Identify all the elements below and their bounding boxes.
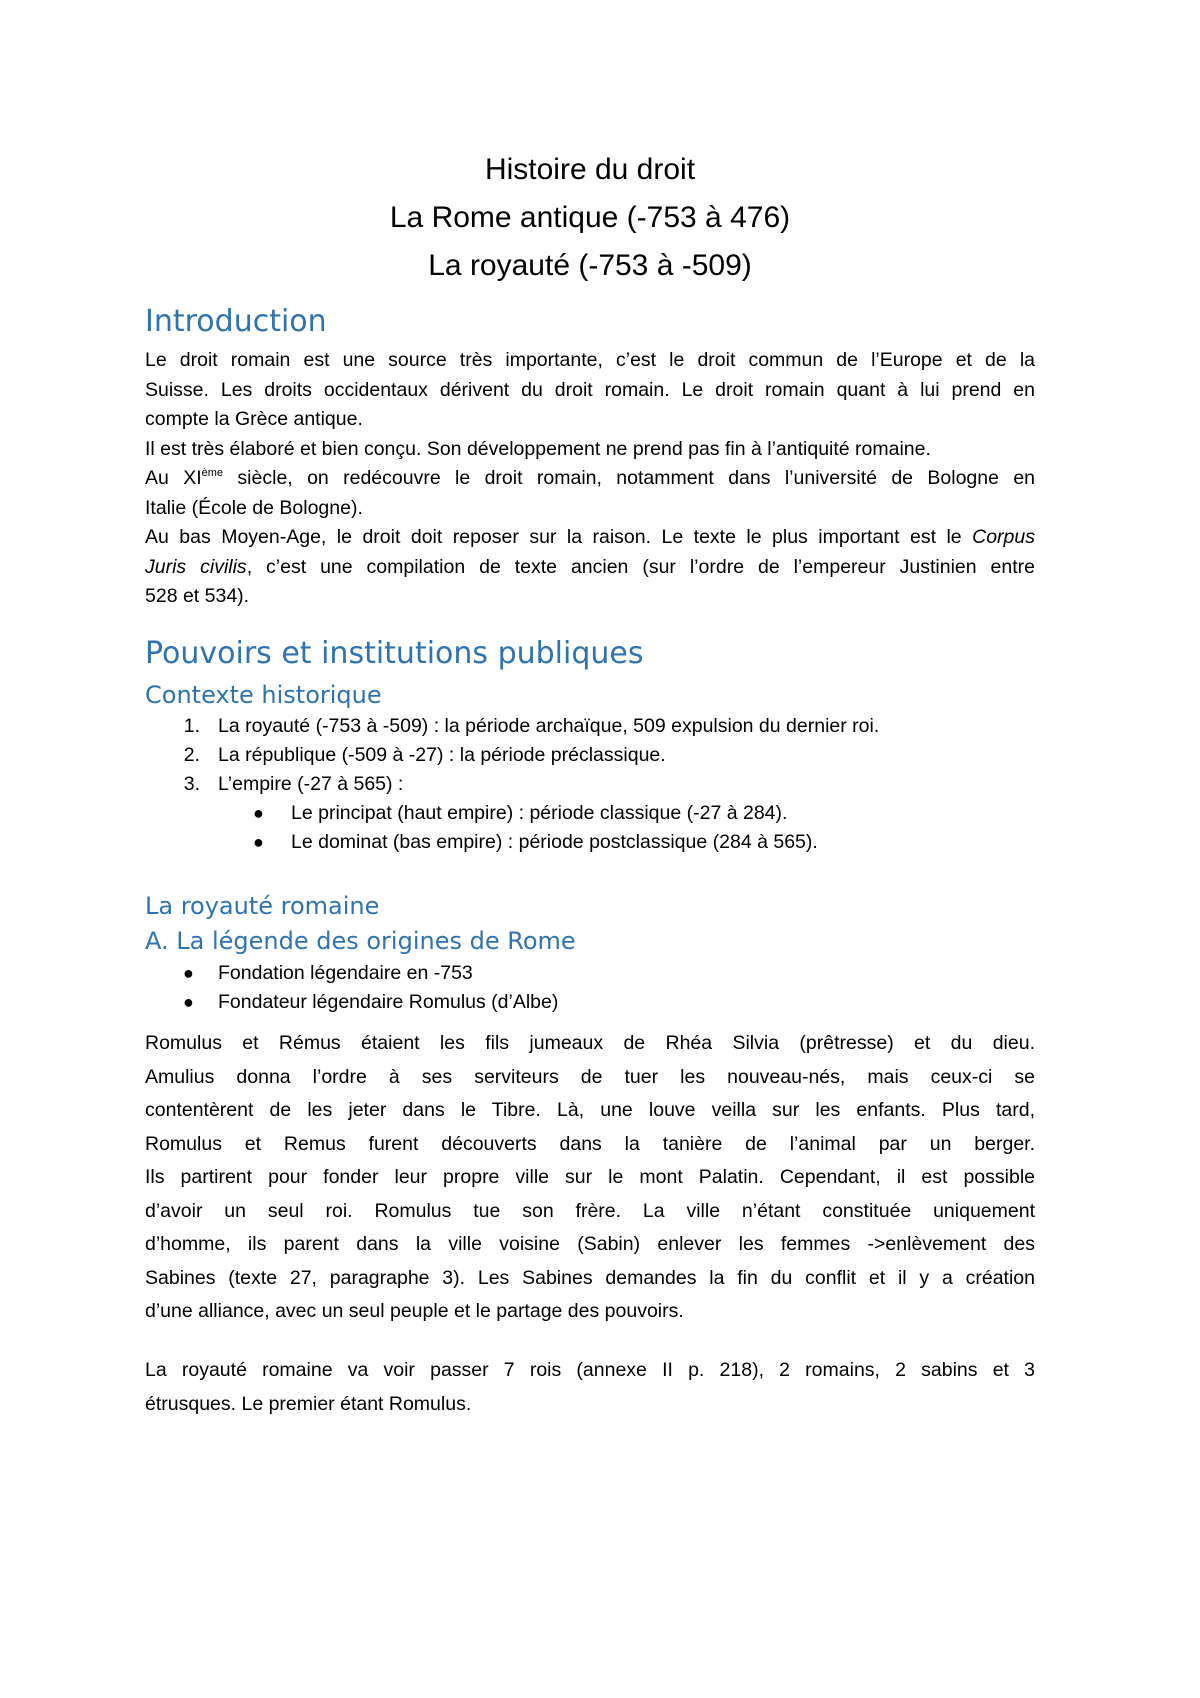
list-item-text: La royauté (-753 à -509) : la période archaïque, 509 expulsion du dernier roi. [218, 715, 880, 737]
list-item-text: Fondateur légendaire Romulus (d’Albe) [218, 991, 559, 1013]
document-subtitle: La Rome antique (-753 à 476) [389, 201, 791, 234]
document-title: Histoire du droit [484, 153, 696, 186]
story-line: contentèrent de les jeter dans le Tibre. Là, une louve veilla sur les enfants. Plus tard, [145, 1099, 1035, 1121]
intro-text-fragment: , c’est une compilation de texte ancien (sur l’ordre de l’empereur Justinien entre [246, 555, 1035, 578]
intro-line: Il est très élaboré et bien conçu. Son développement ne prend pas fin à l’antiquité romaine. [145, 437, 931, 460]
story-line: Ils partirent pour fonder leur propre ville sur le mont Palatin. Cependant, il est possible [145, 1166, 1035, 1188]
story-line: d’une alliance, avec un seul peuple et le partage des pouvoirs. [145, 1300, 684, 1322]
intro-line: Italie (École de Bologne). [145, 496, 363, 519]
story-line: d’homme, ils parent dans la ville voisine (Sabin) enlever les femmes ->enlèvement des [145, 1233, 1035, 1255]
story-line: d’avoir un seul roi. Romulus tue son frère. La ville n’étant constituée uniquement [145, 1199, 1035, 1222]
bullet-icon: ● [253, 832, 264, 852]
list-number: 3. [183, 773, 200, 795]
story-line: Romulus et Remus furent découverts dans la tanière de l’animal par un berger. [145, 1132, 1035, 1155]
bullet-icon: ● [183, 963, 194, 983]
intro-line [145, 553, 1035, 583]
story-line: Sabines (texte 27, paragraphe 3). Les Sabines demandes la fin du conflit et il y a création [145, 1266, 1035, 1289]
bullet-icon: ● [183, 992, 194, 1012]
heading-legende-origines: A. La légende des origines de Rome [145, 927, 576, 955]
kings-line: La royauté romaine va voir passer 7 rois (annexe II p. 218), 2 romains, 2 sabins et 3 [145, 1359, 1035, 1381]
list-item-text: L’empire (-27 à 565) : [218, 773, 404, 795]
list-item-text: Le principat (haut empire) : période classique (-27 à 284). [291, 802, 788, 824]
heading-contexte-historique: Contexte historique [145, 681, 382, 709]
corpus-italic: Corpus [972, 526, 1035, 548]
list-item-text: Le dominat (bas empire) : période postclassique (284 à 565). [291, 831, 818, 853]
document-subtitle-period: La royauté (-753 à -509) [428, 249, 752, 282]
intro-text-fragment: Au bas Moyen-Age, le droit doit reposer sur la raison. Le texte le plus important est le [145, 526, 973, 548]
romulus-story-paragraph [145, 1027, 1035, 1329]
story-line: Amulius donna l’ordre à ses serviteurs de tuer les nouveau-nés, mais ceux-ci se [145, 1065, 1035, 1088]
kings-line: étrusques. Le premier étant Romulus. [145, 1392, 472, 1415]
list-number: 2. [183, 744, 200, 766]
intro-line: compte la Grèce antique. [145, 408, 363, 430]
story-line: Romulus et Rémus étaient les fils jumeaux de Rhéa Silvia (prêtresse) et du dieu. [145, 1032, 1035, 1054]
bullet-icon: ● [253, 803, 264, 823]
intro-line [145, 523, 1035, 553]
intro-line: Le droit romain est une source très importante, c’est le droit commun de l’Europe et de la [145, 349, 1035, 371]
intro-line [145, 464, 1035, 494]
century-superscript: ème [201, 467, 224, 479]
intro-text-fragment: siècle, on redécouvre le droit romain, notamment dans l’université de Bologne en [223, 467, 1036, 489]
list-item-text: La république (-509 à -27) : la période préclassique. [218, 744, 666, 766]
list-item-text: Fondation légendaire en -753 [218, 962, 473, 984]
list-number: 1. [183, 715, 200, 737]
intro-line: Suisse. Les droits occidentaux dérivent du droit romain. Le droit romain quant à lui prend en [145, 378, 1035, 401]
heading-royaute-romaine: La royauté romaine [145, 892, 380, 920]
intro-line: 528 et 534). [145, 585, 250, 607]
kings-paragraph [145, 1354, 1035, 1421]
intro-text-fragment: Au XI [145, 467, 202, 489]
heading-introduction: Introduction [145, 304, 327, 339]
heading-pouvoirs: Pouvoirs et institutions publiques [145, 636, 644, 671]
juris-civilis-italic: Juris civilis [145, 555, 247, 578]
introduction-text [145, 346, 1035, 612]
title-block [145, 146, 1035, 290]
